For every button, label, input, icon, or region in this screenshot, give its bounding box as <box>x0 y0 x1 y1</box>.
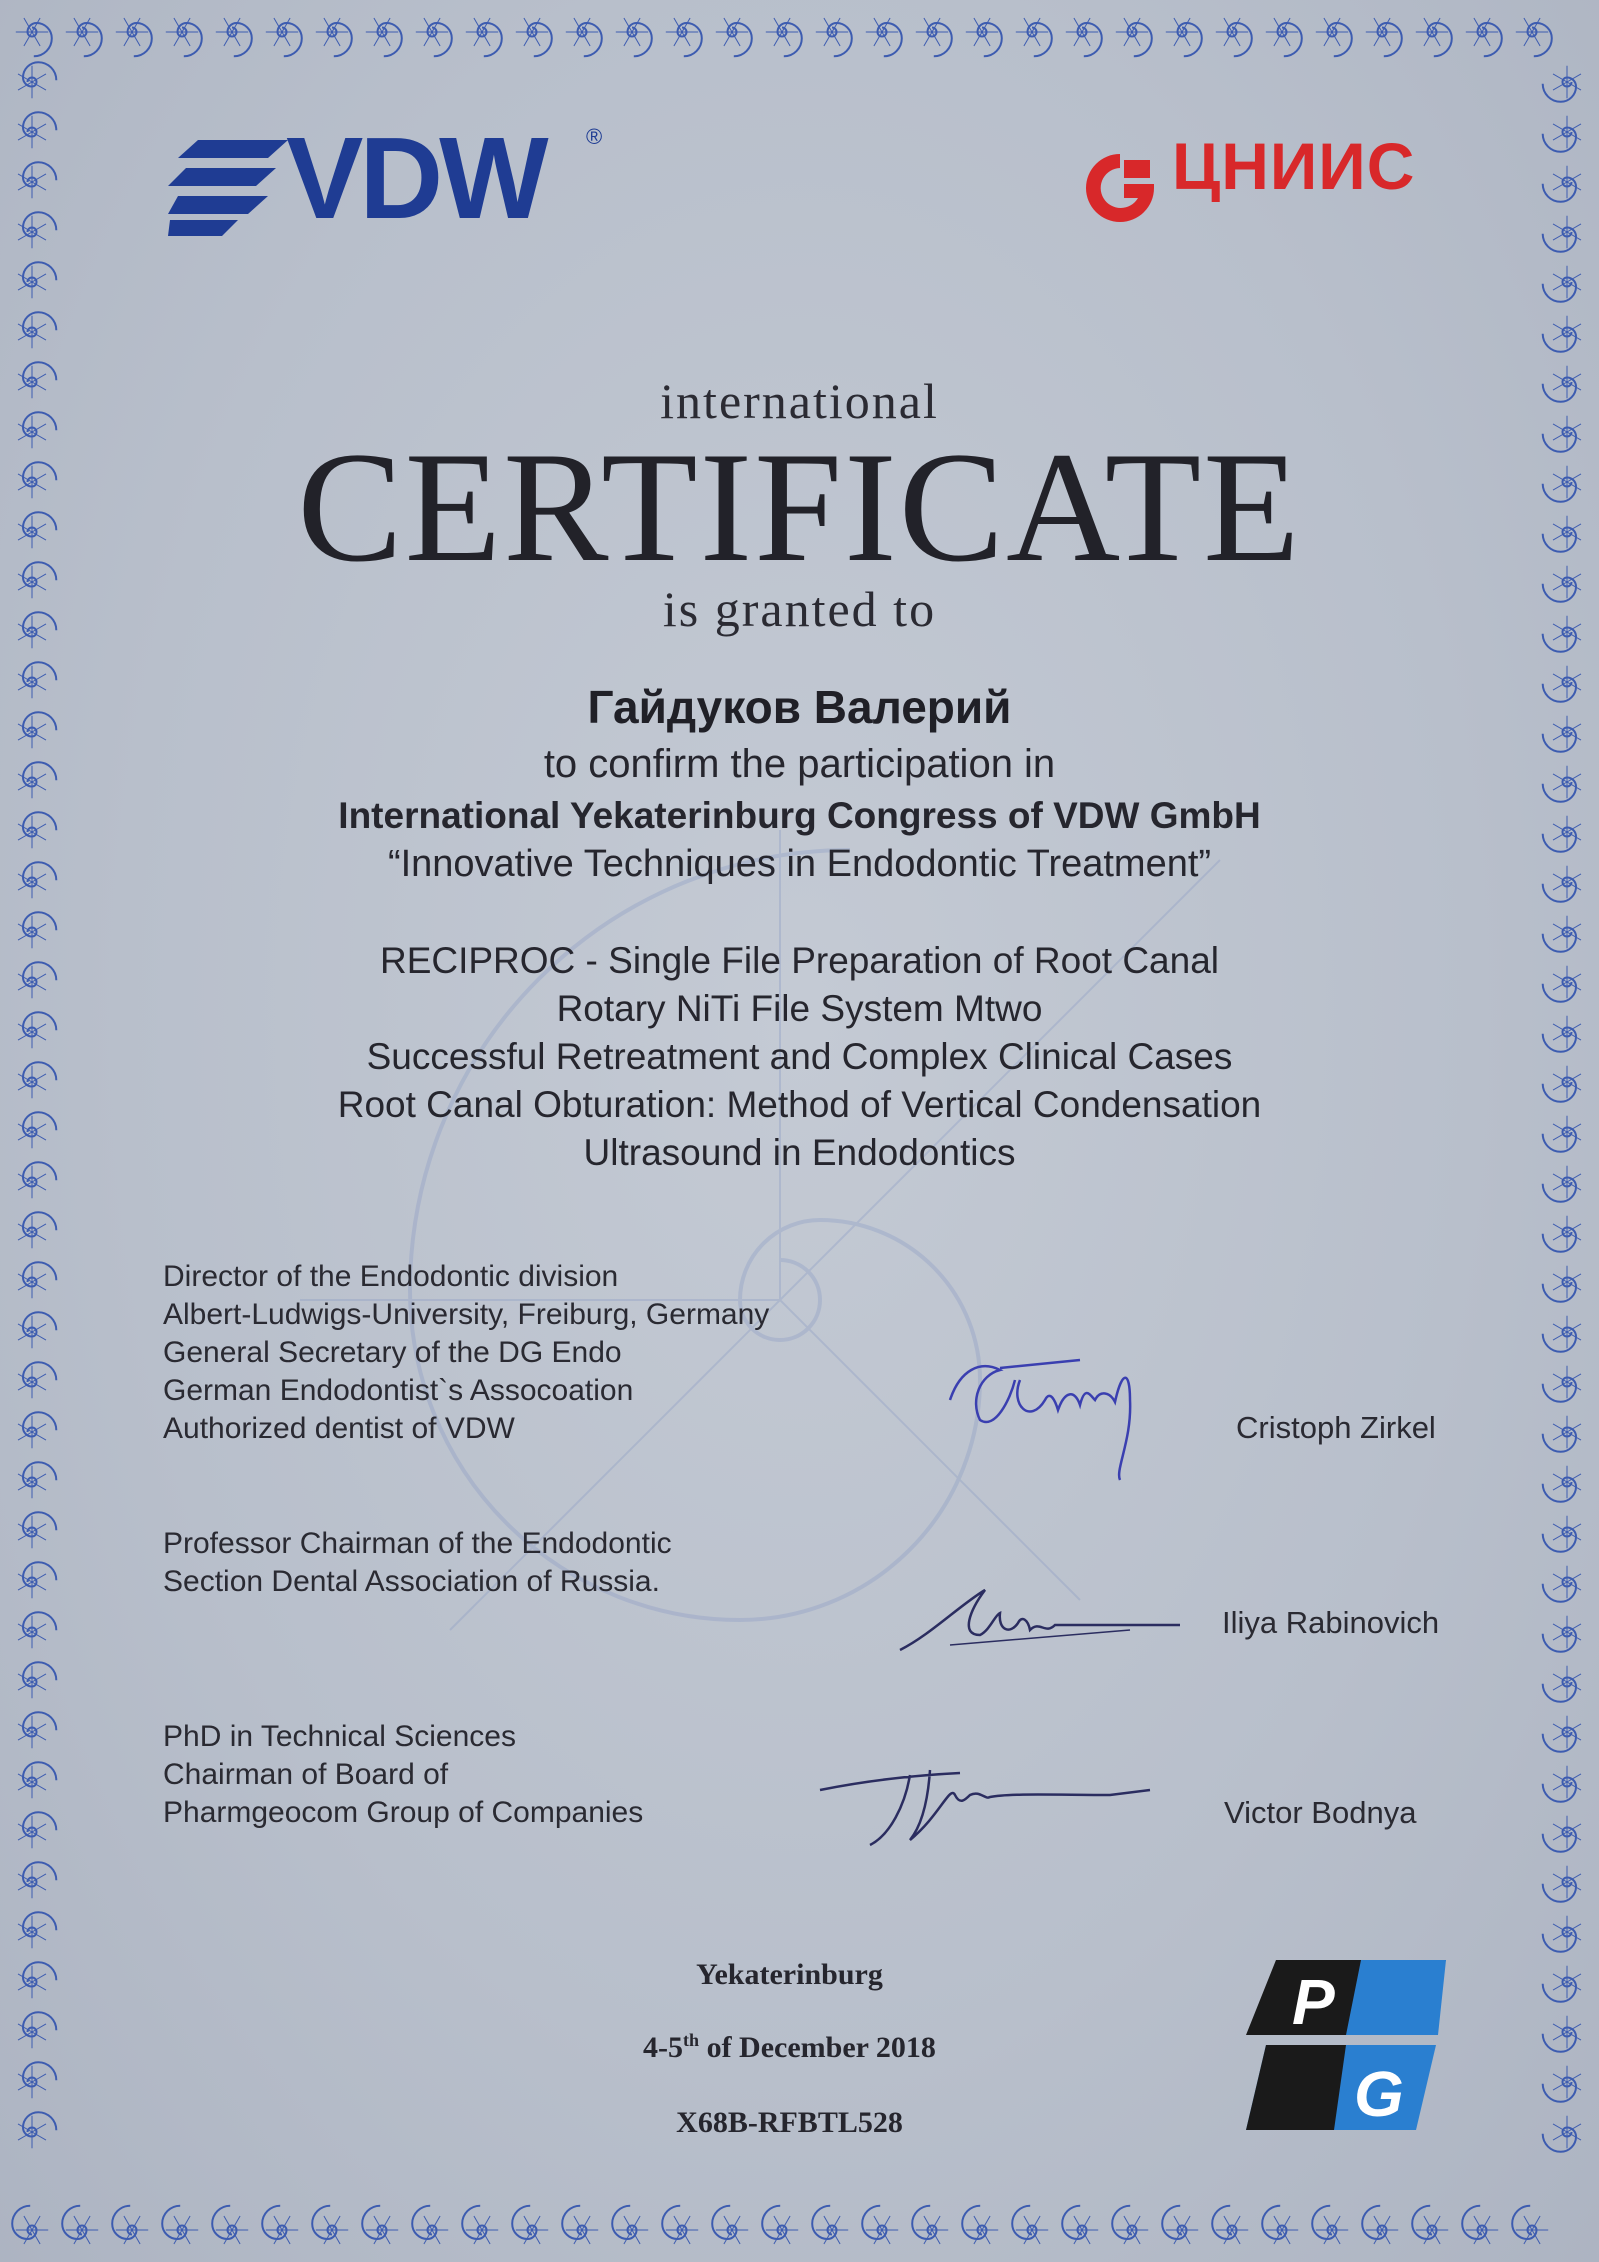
border-shell-icon <box>1543 1616 1581 1652</box>
topic-item: Rotary NiTi File System Mtwo <box>556 988 1043 1029</box>
vdw-stripes-icon <box>168 140 288 236</box>
border-shell-icon <box>18 1262 56 1298</box>
border-shell-icon <box>1112 2206 1148 2244</box>
cniis-logo <box>1080 128 1440 238</box>
border-shell-icon <box>1543 166 1581 202</box>
border-shell-icon <box>162 2206 198 2244</box>
border-shell-icon <box>18 112 56 148</box>
border-shell-icon <box>18 1512 56 1548</box>
border-shell-icon <box>62 2206 98 2244</box>
border-shell-icon <box>1543 266 1581 302</box>
border-shell-icon <box>216 18 252 56</box>
border-shell-icon <box>166 18 202 56</box>
border-shell-icon <box>1543 1416 1581 1452</box>
border-shell-icon <box>1543 1516 1581 1552</box>
border-shell-icon <box>18 1562 56 1598</box>
border-shell-icon <box>1312 2206 1348 2244</box>
signatory-1-titles <box>163 1258 769 1448</box>
border-shell-icon <box>18 62 56 98</box>
border-shell-icon <box>1543 316 1581 352</box>
border-shell-icon <box>18 1912 56 1948</box>
signatory-title: PhD in Technical Sciences <box>163 1720 516 1753</box>
border-shell-icon <box>1216 18 1252 56</box>
border-shell-icon <box>1543 1816 1581 1852</box>
border-shell-icon <box>616 18 652 56</box>
border-shell-icon <box>1462 2206 1498 2244</box>
footer-date: 4-5th of December 2018 <box>643 2030 936 2064</box>
signature-text: TZirkel <box>1000 1409 1006 1411</box>
signatory-title: Professor Chairman of the Endodontic <box>163 1527 672 1560</box>
border-shell-icon <box>18 1712 56 1748</box>
border-shell-icon <box>1543 1666 1581 1702</box>
border-shell-icon <box>18 1612 56 1648</box>
signatory-title: General Secretary of the DG Endo <box>163 1336 622 1369</box>
signature-bodnya <box>810 1745 1170 1855</box>
border-shell-icon <box>362 2206 398 2244</box>
signatory-2-titles <box>163 1525 672 1601</box>
border-shell-icon <box>462 2206 498 2244</box>
border-shell-icon <box>1066 18 1102 56</box>
border-shell-icon <box>716 18 752 56</box>
signature-zirkel <box>940 1330 1200 1500</box>
signatory-title: Chairman of Board of <box>163 1758 449 1791</box>
signatory-name: Victor Bodnya <box>1224 1795 1417 1830</box>
border-shell-icon <box>1362 2206 1398 2244</box>
border-shell-icon <box>1412 2206 1448 2244</box>
border-shell-icon <box>1543 1766 1581 1802</box>
border-shell-icon <box>312 2206 348 2244</box>
border-shell-icon <box>266 18 302 56</box>
registered-mark: ® <box>586 124 603 149</box>
border-shell-icon <box>366 18 402 56</box>
border-shell-icon <box>1543 1366 1581 1402</box>
signatory-name: Iliya Rabinovich <box>1222 1605 1440 1640</box>
border-shell-icon <box>18 1812 56 1848</box>
border-shell-icon <box>1543 1466 1581 1502</box>
title-granted: is granted to <box>662 581 937 637</box>
cniis-logo-text: ЦНИИС <box>1172 129 1416 203</box>
border-shell-icon <box>66 18 102 56</box>
recipient-name: Гайдуков Валерий <box>587 681 1012 733</box>
border-shell-icon <box>1416 18 1452 56</box>
signatory-title: Authorized dentist of VDW <box>163 1412 515 1445</box>
border-shell-icon <box>1116 18 1152 56</box>
title-certificate: CERTIFICATE <box>297 420 1302 595</box>
border-shell-icon <box>912 2206 948 2244</box>
footer-code: X68B-RFBTL528 <box>676 2106 903 2139</box>
congress-name: International Yekaterinburg Congress of VDW GmbH <box>338 795 1261 836</box>
signatory-name: Cristoph Zirkel <box>1236 1410 1436 1445</box>
border-shell-icon <box>416 18 452 56</box>
border-shell-icon <box>18 312 56 348</box>
border-shell-icon <box>566 18 602 56</box>
signature-rabinovich <box>890 1575 1190 1665</box>
border-shell-icon <box>1543 1216 1581 1252</box>
border-shell-icon <box>712 2206 748 2244</box>
border-shell-icon <box>18 2062 56 2098</box>
topic-item: Ultrasound in Endodontics <box>583 1132 1016 1173</box>
pg-logo-p: P <box>1292 1966 1335 2038</box>
border-shell-icon <box>1262 2206 1298 2244</box>
border-shell-icon <box>962 2206 998 2244</box>
pg-logo-accent-2 <box>1246 2045 1346 2130</box>
border-shell-icon <box>666 18 702 56</box>
border-shell-icon <box>18 1212 56 1248</box>
border-shell-icon <box>516 18 552 56</box>
border-shell-icon <box>18 1862 56 1898</box>
border-shell-icon <box>18 1312 56 1348</box>
signatory-title: Director of the Endodontic division <box>163 1260 619 1293</box>
border-shell-icon <box>212 2206 248 2244</box>
signatory-title: Albert-Ludwigs-University, Freiburg, Germany <box>163 1298 770 1331</box>
border-shell-icon <box>1543 2066 1581 2102</box>
border-shell-icon <box>12 2206 48 2244</box>
topic-item: Root Canal Obturation: Method of Vertical Condensation <box>337 1084 1262 1125</box>
confirm-text: to confirm the participation in <box>543 742 1056 786</box>
border-shell-icon <box>1466 18 1502 56</box>
border-shell-icon <box>966 18 1002 56</box>
border-shell-icon <box>1543 1566 1581 1602</box>
pg-logo-g: G <box>1354 2058 1404 2130</box>
border-shell-icon <box>1016 18 1052 56</box>
vdw-logo <box>168 113 608 243</box>
border-shell-icon <box>916 18 952 56</box>
signatory-title: Section Dental Association of Russia. <box>163 1565 660 1598</box>
border-shell-icon <box>1543 66 1581 102</box>
border-shell-icon <box>316 18 352 56</box>
border-shell-icon <box>766 18 802 56</box>
border-shell-icon <box>1543 1916 1581 1952</box>
vdw-logo-text: VDW <box>286 113 545 243</box>
signatory-title: Pharmgeocom Group of Companies <box>163 1796 644 1829</box>
border-shell-icon <box>18 1362 56 1398</box>
signatory-3-titles <box>163 1718 643 1832</box>
topic-item: Successful Retreatment and Complex Clinical Cases <box>366 1036 1233 1077</box>
border-shell-icon <box>1543 1716 1581 1752</box>
border-shell-icon <box>112 2206 148 2244</box>
border-shell-icon <box>862 2206 898 2244</box>
border-shell-icon <box>1166 18 1202 56</box>
border-shell-icon <box>812 2206 848 2244</box>
pg-logo-accent <box>1346 1960 1446 2035</box>
border-shell-icon <box>1543 216 1581 252</box>
pg-logo <box>1246 1960 1446 2130</box>
border-shell-icon <box>1543 1266 1581 1302</box>
border-shell-icon <box>1316 18 1352 56</box>
border-shell-icon <box>562 2206 598 2244</box>
border-shell-icon <box>18 1762 56 1798</box>
border-shell-icon <box>662 2206 698 2244</box>
topic-item: RECIPROC - Single File Preparation of Root Canal <box>379 940 1220 981</box>
border-shell-icon <box>262 2206 298 2244</box>
congress-theme: “Innovative Techniques in Endodontic Treatment” <box>387 843 1212 885</box>
border-shell-icon <box>18 262 56 298</box>
border-shell-icon <box>1366 18 1402 56</box>
signatory-title: German Endodontist`s Assocoation <box>163 1374 634 1407</box>
border-shell-icon <box>512 2206 548 2244</box>
border-shell-icon <box>16 18 52 56</box>
border-shell-icon <box>18 1412 56 1448</box>
border-shell-icon <box>1266 18 1302 56</box>
title-international: international <box>660 373 939 429</box>
border-shell-icon <box>612 2206 648 2244</box>
border-shell-icon <box>762 2206 798 2244</box>
border-shell-icon <box>116 18 152 56</box>
border-shell-icon <box>1543 1316 1581 1352</box>
footer-city: Yekaterinburg <box>696 1958 883 1991</box>
cniis-mark-icon <box>1080 148 1160 228</box>
border-shell-icon <box>1212 2206 1248 2244</box>
border-shell-icon <box>18 1462 56 1498</box>
border-shell-icon <box>1543 1866 1581 1902</box>
border-shell-icon <box>866 18 902 56</box>
border-shell-icon <box>18 212 56 248</box>
border-shell-icon <box>1543 116 1581 152</box>
border-shell-icon <box>1012 2206 1048 2244</box>
border-shell-icon <box>1516 18 1552 56</box>
border-shell-icon <box>1062 2206 1098 2244</box>
border-shell-icon <box>1512 2206 1548 2244</box>
border-shell-icon <box>18 1662 56 1698</box>
border-shell-icon <box>1162 2206 1198 2244</box>
border-shell-icon <box>466 18 502 56</box>
border-shell-icon <box>816 18 852 56</box>
border-shell-icon <box>412 2206 448 2244</box>
border-shell-icon <box>18 162 56 198</box>
